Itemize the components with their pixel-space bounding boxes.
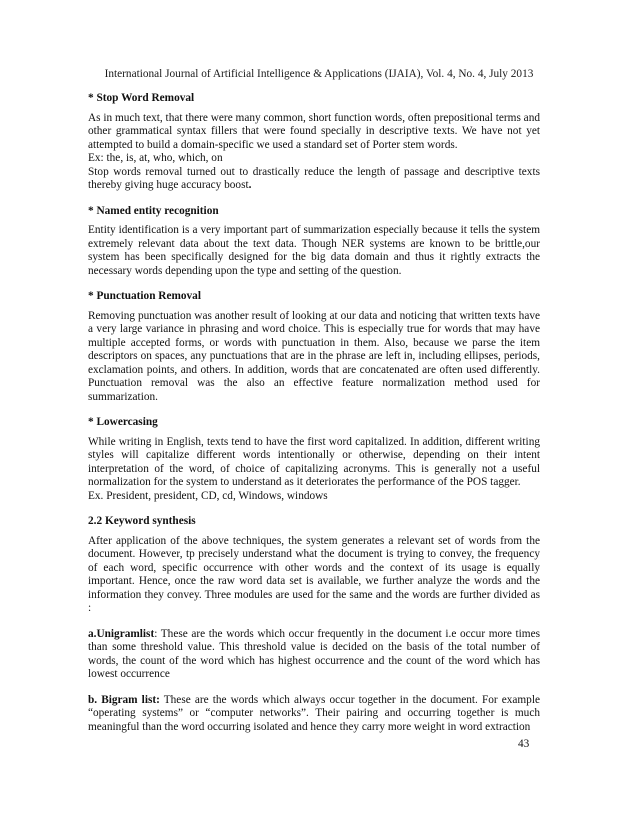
section-heading-punctuation: * Punctuation Removal [88,290,201,302]
stop-word-paragraph-2-text: Stop words removal turned out to drastically reduce the length of passage and descriptive texts thereby giving huge accuracy boost [88,165,540,191]
unigram-label: a.Unigramlist [88,627,155,640]
keyword-synthesis-paragraph: After application of the above techniques, the system generates a relevant set of words from the document. However, tp precisely understand what the document is trying to convey, the frequency of each word, specific occurrence with other words and the context of its usage is equally important. Hence, once the raw word data set is available, we further analyze the words and the information they convey. Three modules are used for the same and the words are further divided as : [88,534,540,614]
bigram-text: These are the words which always occur together in the document. For example “operating systems” or “computer networks”. Their pairing and occurring together is much meaningful than the word occurring isolated and hence they carry more weight in word extraction [88,693,540,733]
unigram-text: : These are the words which occur frequently in the document i.e occur more times than some threshold value. This threshold value is decided on the basis of the total number of words, the count of the word which has highest occurrence and the count of the word which has lowest occurrence [88,627,540,680]
lowercasing-example: Ex. President, president, CD, cd, Windows, windows [88,489,328,502]
stop-word-paragraph: As in much text, that there were many common, short function words, often prepositional terms and other grammatical syntax fillers that were found specially in descriptive texts. We have not yet attempted to build a domain-specific we used a standard set of Porter stem words. [88,111,540,151]
punctuation-paragraph: Removing punctuation was another result of looking at our data and noticing that written texts have a very large variance in phrasing and word choice. This is especially true for words that may have multiple accepted forms, or words with punctuation in them. Also, because we parse the item descriptors on spaces, any punctuations that are in the phrase are left in, including ellipses, periods, exclamation points, and others. In addition, words that are concatenated are often used differently. Punctuation removal was the also an effective feature normalization method used for summarization. [88,309,540,403]
stop-word-example: Ex: the, is, at, who, which, on [88,152,223,164]
unigram-paragraph [88,628,540,682]
section-heading-lowercasing: * Lowercasing [88,416,158,428]
page-body [88,92,540,734]
stop-word-paragraph-2-end: . [248,179,252,191]
section-heading-stop-word: * Stop Word Removal [88,92,195,104]
page-number: 43 [518,738,530,750]
running-header: International Journal of Artificial Intelligence & Applications (IJAIA), Vol. 4, No. 4, July 2013 [104,68,534,80]
section-heading-ner: * Named entity recognition [88,204,219,217]
ner-paragraph: Entity identification is a very important part of summarization especially because it tells the system extremely relevant data about the text data. Though NER systems are known to be brittle,our system has been specifically designed for the big data domain and thus it rightly extracts the necessary words depending upon the type and setting of the question. [88,224,540,277]
stop-word-paragraph-2 [88,166,540,193]
lowercasing-paragraph: While writing in English, texts tend to have the first word capitalized. In addition, different writing styles will capitalize different words intentionally or otherwise, depending on their intent interpretation of the word, of choice of capitalizing acronyms. This is generally not a useful normalization for the system to understand as it deteriorates the performance of the POS tagger. [88,435,540,488]
bigram-paragraph [88,694,540,735]
bigram-label: b. Bigram list: [88,693,160,706]
section-heading-keyword-synthesis: 2.2 Keyword synthesis [88,515,196,527]
